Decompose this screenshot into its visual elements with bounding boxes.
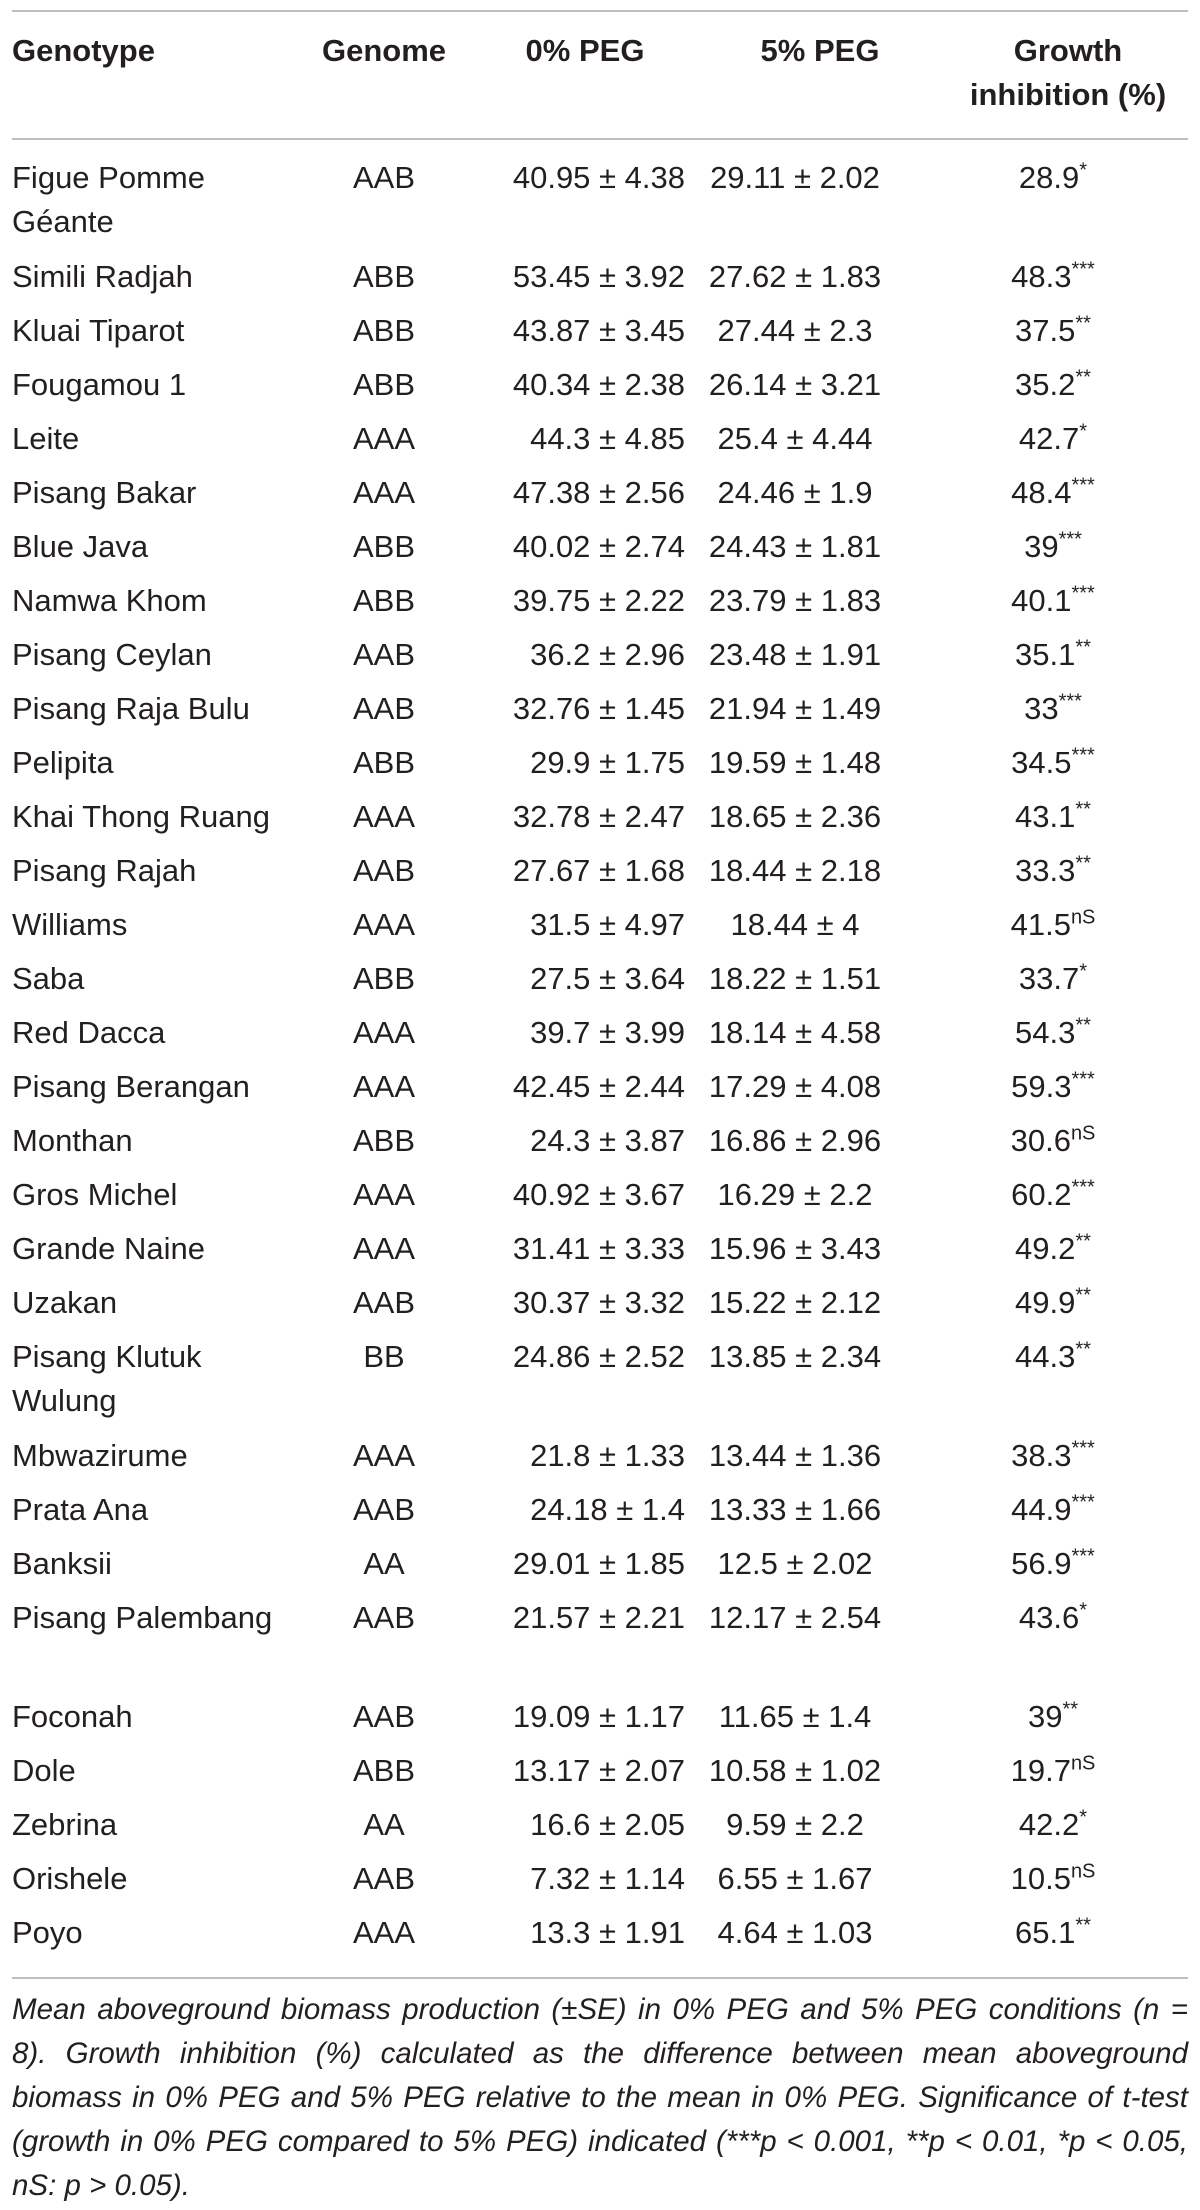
table-row (0, 1277, 1200, 1331)
table-row (0, 152, 1200, 251)
cell-genome: AA (363, 1807, 405, 1842)
cell-5-peg: 13.33 ± 1.66 (708, 1492, 882, 1527)
cell-genotype: Blue Java (12, 529, 149, 564)
significance-marker: *** (1071, 1545, 1095, 1568)
cell-5-peg: 4.64 ± 1.03 (717, 1915, 873, 1950)
growth-value: 44.3 (1015, 1339, 1076, 1374)
cell-genotype: Prata Ana (12, 1492, 149, 1527)
significance-marker: *** (1071, 1491, 1095, 1514)
table-row (0, 413, 1200, 467)
cell-0-peg: 29.9 ± 1.75 (530, 745, 685, 780)
cell-growth-inhibition (958, 1065, 1148, 1109)
cell-growth-inhibition (958, 1173, 1148, 1217)
cell-genome: AAA (352, 1231, 416, 1266)
cell-genotype: Foconah (12, 1699, 133, 1734)
cell-0-peg: 40.34 ± 2.38 (512, 367, 685, 402)
cell-growth-inhibition (958, 1542, 1148, 1586)
cell-genotype: Pisang Palembang (12, 1600, 273, 1635)
cell-genome: AAA (352, 1069, 416, 1104)
significance-marker: ** (1075, 312, 1091, 335)
cell-genotype: Williams (12, 907, 128, 942)
table-body (0, 152, 1200, 1961)
cell-genotype: Namwa Khom (12, 583, 207, 618)
cell-genome: AAA (352, 1915, 416, 1950)
cell-genotype: Grande Naine (12, 1231, 206, 1266)
significance-marker: * (1079, 159, 1088, 182)
cell-0-peg: 40.92 ± 3.67 (512, 1177, 685, 1212)
cell-5-peg: 9.59 ± 2.2 (726, 1807, 864, 1842)
cell-5-peg: 23.48 ± 1.91 (708, 637, 882, 672)
cell-5-peg: 27.44 ± 2.3 (717, 313, 873, 348)
table-row (0, 467, 1200, 521)
cell-growth-inhibition (958, 849, 1148, 893)
table-row (0, 521, 1200, 575)
cell-genome: ABB (352, 745, 416, 780)
cell-5-peg: 25.4 ± 4.44 (717, 421, 873, 456)
significance-marker: nS (1070, 906, 1096, 929)
table-row (0, 1907, 1200, 1961)
cell-genotype: Figue Pomme Géante (12, 160, 205, 239)
cell-genotype: Gros Michel (12, 1177, 178, 1212)
cell-0-peg: 29.01 ± 1.85 (512, 1546, 685, 1581)
significance-marker: * (1079, 1599, 1088, 1622)
cell-0-peg: 40.95 ± 4.38 (512, 160, 685, 195)
table-row (0, 1484, 1200, 1538)
table-row (0, 1115, 1200, 1169)
table-row (0, 953, 1200, 1007)
cell-0-peg: 39.75 ± 2.22 (512, 583, 685, 618)
cell-growth-inhibition (958, 156, 1148, 200)
cell-5-peg: 18.22 ± 1.51 (708, 961, 882, 996)
cell-0-peg: 13.17 ± 2.07 (512, 1753, 685, 1788)
cell-growth-inhibition (958, 1857, 1148, 1901)
growth-value: 35.1 (1015, 637, 1076, 672)
table-row (0, 1169, 1200, 1223)
cell-0-peg: 42.45 ± 2.44 (512, 1069, 685, 1104)
cell-0-peg: 31.5 ± 4.97 (530, 907, 685, 942)
cell-genotype: Fougamou 1 (12, 367, 187, 402)
significance-marker: ** (1075, 636, 1091, 659)
cell-0-peg: 24.86 ± 2.52 (512, 1339, 685, 1374)
cell-growth-inhibition (958, 687, 1148, 731)
table-row (0, 1592, 1200, 1691)
cell-genome: AAB (352, 160, 416, 195)
cell-genome: AAB (352, 1699, 416, 1734)
cell-0-peg: 36.2 ± 2.96 (530, 637, 685, 672)
cell-growth-inhibition (958, 1227, 1148, 1271)
cell-genome: ABB (352, 313, 416, 348)
cell-growth-inhibition (958, 525, 1148, 569)
cell-genotype: Banksii (12, 1546, 112, 1581)
growth-value: 56.9 (1011, 1546, 1072, 1581)
cell-5-peg: 18.44 ± 4 (730, 907, 860, 942)
significance-marker: *** (1071, 744, 1095, 767)
significance-marker: *** (1071, 582, 1095, 605)
table-row (0, 1430, 1200, 1484)
cell-0-peg: 39.7 ± 3.99 (530, 1015, 685, 1050)
header-genotype: Genotype (12, 33, 155, 68)
cell-genome: ABB (352, 529, 416, 564)
table-row (0, 1538, 1200, 1592)
cell-growth-inhibition (958, 633, 1148, 677)
growth-value: 38.3 (1011, 1438, 1072, 1473)
header-5-peg: 5% PEG (760, 33, 880, 68)
cell-genotype: Poyo (12, 1915, 83, 1950)
growth-value: 59.3 (1011, 1069, 1072, 1104)
cell-0-peg: 32.78 ± 2.47 (512, 799, 685, 834)
table-row (0, 1745, 1200, 1799)
cell-growth-inhibition (958, 1749, 1148, 1793)
significance-marker: ** (1075, 366, 1091, 389)
cell-genotype: Saba (12, 961, 85, 996)
table-top-rule (12, 10, 1188, 12)
significance-marker: * (1079, 420, 1088, 443)
significance-marker: ** (1075, 1914, 1091, 1937)
cell-growth-inhibition (958, 1281, 1148, 1325)
table-row (0, 845, 1200, 899)
cell-genotype: Red Dacca (12, 1015, 166, 1050)
table-header-rule (12, 138, 1188, 140)
growth-value: 54.3 (1015, 1015, 1076, 1050)
growth-value: 30.6 (1010, 1123, 1071, 1158)
table-row (0, 575, 1200, 629)
significance-marker: *** (1058, 528, 1082, 551)
cell-5-peg: 13.44 ± 1.36 (708, 1438, 882, 1473)
cell-growth-inhibition (958, 1695, 1148, 1739)
cell-genotype: Uzakan (12, 1285, 118, 1320)
cell-0-peg: 21.8 ± 1.33 (530, 1438, 685, 1473)
cell-5-peg: 6.55 ± 1.67 (717, 1861, 873, 1896)
cell-growth-inhibition (958, 579, 1148, 623)
cell-genome: AAA (352, 1015, 416, 1050)
growth-value: 33 (1024, 691, 1059, 726)
significance-marker: ** (1062, 1698, 1079, 1721)
growth-value: 48.3 (1011, 259, 1072, 294)
table-row (0, 1007, 1200, 1061)
table-row (0, 251, 1200, 305)
growth-value: 10.5 (1010, 1861, 1071, 1896)
growth-value: 33.7 (1018, 961, 1080, 996)
significance-marker: ** (1075, 1014, 1091, 1037)
cell-0-peg: 16.6 ± 2.05 (530, 1807, 685, 1842)
table-row (0, 1853, 1200, 1907)
table-row (0, 1061, 1200, 1115)
growth-value: 35.2 (1015, 367, 1076, 402)
significance-marker: ** (1075, 1230, 1091, 1253)
cell-growth-inhibition (958, 795, 1148, 839)
cell-genome: AAB (352, 1600, 416, 1635)
significance-marker: * (1079, 960, 1088, 983)
table-row (0, 629, 1200, 683)
cell-genotype: Khai Thong Ruang (12, 799, 270, 834)
cell-genotype: Pisang Berangan (12, 1069, 250, 1104)
growth-value: 42.2 (1018, 1807, 1080, 1842)
significance-marker: *** (1071, 1068, 1095, 1091)
significance-marker: *** (1071, 1176, 1095, 1199)
cell-genome: AAB (352, 1861, 416, 1896)
cell-5-peg: 15.96 ± 3.43 (708, 1231, 882, 1266)
header-0-peg: 0% PEG (525, 33, 645, 68)
table-row (0, 899, 1200, 953)
cell-growth-inhibition (958, 417, 1148, 461)
cell-genotype: Mbwazirume (12, 1438, 188, 1473)
cell-0-peg: 27.5 ± 3.64 (530, 961, 685, 996)
growth-value: 43.6 (1018, 1600, 1080, 1635)
cell-0-peg: 24.3 ± 3.87 (530, 1123, 685, 1158)
growth-value: 28.9 (1018, 160, 1080, 195)
cell-genome: ABB (352, 961, 416, 996)
cell-5-peg: 11.65 ± 1.4 (718, 1699, 872, 1734)
growth-value: 48.4 (1011, 475, 1072, 510)
cell-5-peg: 24.43 ± 1.81 (708, 529, 882, 564)
growth-value: 40.1 (1011, 583, 1072, 618)
cell-growth-inhibition (958, 1434, 1148, 1478)
cell-5-peg: 21.94 ± 1.49 (708, 691, 882, 726)
cell-5-peg: 29.11 ± 2.02 (710, 160, 880, 195)
cell-0-peg: 27.67 ± 1.68 (512, 853, 685, 888)
cell-5-peg: 15.22 ± 2.12 (708, 1285, 882, 1320)
cell-0-peg: 43.87 ± 3.45 (512, 313, 685, 348)
significance-marker: nS (1070, 1752, 1096, 1775)
cell-genome: AAA (352, 1177, 416, 1212)
cell-genotype: Dole (12, 1753, 76, 1788)
table-row (0, 737, 1200, 791)
cell-genotype: Pisang Raja Bulu (12, 691, 250, 726)
cell-growth-inhibition (958, 471, 1148, 515)
significance-marker: *** (1071, 474, 1095, 497)
cell-genome: ABB (352, 259, 416, 294)
cell-growth-inhibition (958, 1335, 1148, 1379)
cell-genome: BB (363, 1339, 405, 1374)
table-row (0, 791, 1200, 845)
cell-0-peg: 31.41 ± 3.33 (512, 1231, 685, 1266)
cell-genome: AAB (352, 691, 416, 726)
significance-marker: ** (1075, 798, 1091, 821)
cell-genotype: Pisang Klutuk Wulung (12, 1339, 202, 1418)
cell-5-peg: 24.46 ± 1.9 (717, 475, 873, 510)
significance-marker: nS (1070, 1122, 1096, 1145)
cell-genotype: Pelipita (12, 745, 114, 780)
cell-genome: AAB (352, 853, 416, 888)
cell-0-peg: 30.37 ± 3.32 (512, 1285, 685, 1320)
cell-0-peg: 32.76 ± 1.45 (512, 691, 685, 726)
cell-genotype: Zebrina (12, 1807, 118, 1842)
table-row (0, 1799, 1200, 1853)
table-row (0, 1691, 1200, 1745)
cell-genome: ABB (352, 1123, 416, 1158)
cell-0-peg: 21.57 ± 2.21 (512, 1600, 685, 1635)
significance-marker: nS (1070, 1860, 1096, 1883)
table-row (0, 359, 1200, 413)
cell-growth-inhibition (958, 309, 1148, 353)
cell-0-peg: 19.09 ± 1.17 (512, 1699, 685, 1734)
cell-0-peg: 7.32 ± 1.14 (530, 1861, 685, 1896)
table-bottom-rule (12, 1977, 1188, 1979)
growth-value: 49.9 (1015, 1285, 1076, 1320)
header-growth-line2: inhibition (%) (969, 77, 1167, 112)
cell-5-peg: 17.29 ± 4.08 (708, 1069, 882, 1104)
cell-growth-inhibition (958, 1803, 1148, 1847)
growth-value: 19.7 (1010, 1753, 1071, 1788)
cell-0-peg: 40.02 ± 2.74 (512, 529, 685, 564)
header-genome: Genome (321, 33, 447, 68)
cell-genome: AAB (352, 1492, 416, 1527)
significance-marker: ** (1075, 1338, 1091, 1361)
significance-marker: ** (1075, 1284, 1091, 1307)
cell-genotype: Pisang Ceylan (12, 637, 212, 672)
cell-genome: ABB (352, 1753, 416, 1788)
cell-5-peg: 27.62 ± 1.83 (708, 259, 882, 294)
cell-genome: AAA (352, 421, 416, 456)
cell-0-peg: 13.3 ± 1.91 (530, 1915, 685, 1950)
cell-0-peg: 44.3 ± 4.85 (530, 421, 685, 456)
cell-genotype: Pisang Rajah (12, 853, 197, 888)
cell-5-peg: 16.86 ± 2.96 (708, 1123, 882, 1158)
cell-5-peg: 16.29 ± 2.2 (717, 1177, 873, 1212)
growth-value: 65.1 (1015, 1915, 1076, 1950)
cell-genome: AAB (352, 637, 416, 672)
cell-5-peg: 23.79 ± 1.83 (708, 583, 882, 618)
cell-0-peg: 47.38 ± 2.56 (512, 475, 685, 510)
cell-growth-inhibition (958, 1011, 1148, 1055)
cell-0-peg: 24.18 ± 1.4 (530, 1492, 685, 1527)
cell-growth-inhibition (958, 1911, 1148, 1955)
header-growth-line1: Growth (1013, 33, 1123, 68)
table-row (0, 1223, 1200, 1277)
cell-growth-inhibition (958, 1119, 1148, 1163)
cell-5-peg: 10.58 ± 1.02 (708, 1753, 882, 1788)
cell-genotype: Leite (12, 421, 80, 456)
cell-growth-inhibition (958, 741, 1148, 785)
significance-marker: * (1079, 1806, 1088, 1829)
cell-genome: ABB (352, 583, 416, 618)
cell-genome: AAA (352, 1438, 416, 1473)
cell-genotype: Pisang Bakar (12, 475, 197, 510)
cell-genome: AA (363, 1546, 405, 1581)
significance-marker: *** (1071, 258, 1095, 281)
table-row (0, 1331, 1200, 1430)
growth-value: 33.3 (1015, 853, 1076, 888)
cell-genotype: Orishele (12, 1861, 128, 1896)
cell-genome: AAA (352, 907, 416, 942)
growth-value: 43.1 (1015, 799, 1076, 834)
significance-marker: *** (1058, 690, 1082, 713)
cell-growth-inhibition (958, 903, 1148, 947)
growth-value: 39 (1027, 1699, 1063, 1734)
growth-value: 37.5 (1015, 313, 1076, 348)
cell-5-peg: 13.85 ± 2.34 (708, 1339, 882, 1374)
header-growth-inhibition (948, 29, 1188, 117)
cell-genotype: Monthan (12, 1123, 133, 1158)
cell-growth-inhibition (958, 1596, 1148, 1640)
growth-value: 49.2 (1015, 1231, 1076, 1266)
cell-5-peg: 12.17 ± 2.54 (708, 1600, 882, 1635)
table-row (0, 683, 1200, 737)
significance-marker: *** (1071, 1437, 1095, 1460)
growth-value: 44.9 (1011, 1492, 1072, 1527)
significance-marker: ** (1075, 852, 1091, 875)
growth-value: 42.7 (1018, 421, 1080, 456)
cell-5-peg: 18.44 ± 2.18 (708, 853, 882, 888)
cell-5-peg: 18.14 ± 4.58 (708, 1015, 882, 1050)
cell-0-peg: 53.45 ± 3.92 (512, 259, 685, 294)
table-caption: Mean aboveground biomass production (±SE) in 0% PEG and 5% PEG conditions (n = 8). Growth inhibition (%) calculated as the difference between mean aboveground biomass in 0% PEG and 5% PEG relative to the mean in 0% PEG. Significance of t-test (growth in 0% PEG compared to 5% PEG) indicated (***p < 0.001, **p < 0.01, *p < 0.05, nS: p > 0.05). (12, 1993, 1188, 2202)
cell-genotype: Kluai Tiparot (12, 313, 185, 348)
cell-genome: ABB (352, 367, 416, 402)
growth-value: 39 (1024, 529, 1059, 564)
growth-value: 41.5 (1010, 907, 1071, 942)
growth-value: 60.2 (1011, 1177, 1072, 1212)
cell-5-peg: 19.59 ± 1.48 (708, 745, 882, 780)
cell-genome: AAA (352, 799, 416, 834)
cell-growth-inhibition (958, 957, 1148, 1001)
cell-5-peg: 12.5 ± 2.02 (717, 1546, 873, 1581)
cell-genotype: Simili Radjah (12, 259, 193, 294)
cell-genome: AAB (352, 1285, 416, 1320)
cell-genome: AAA (352, 475, 416, 510)
cell-5-peg: 18.65 ± 2.36 (708, 799, 882, 834)
cell-5-peg: 26.14 ± 3.21 (708, 367, 882, 402)
cell-growth-inhibition (958, 255, 1148, 299)
cell-growth-inhibition (958, 1488, 1148, 1532)
growth-value: 34.5 (1011, 745, 1072, 780)
table-row (0, 305, 1200, 359)
cell-growth-inhibition (958, 363, 1148, 407)
